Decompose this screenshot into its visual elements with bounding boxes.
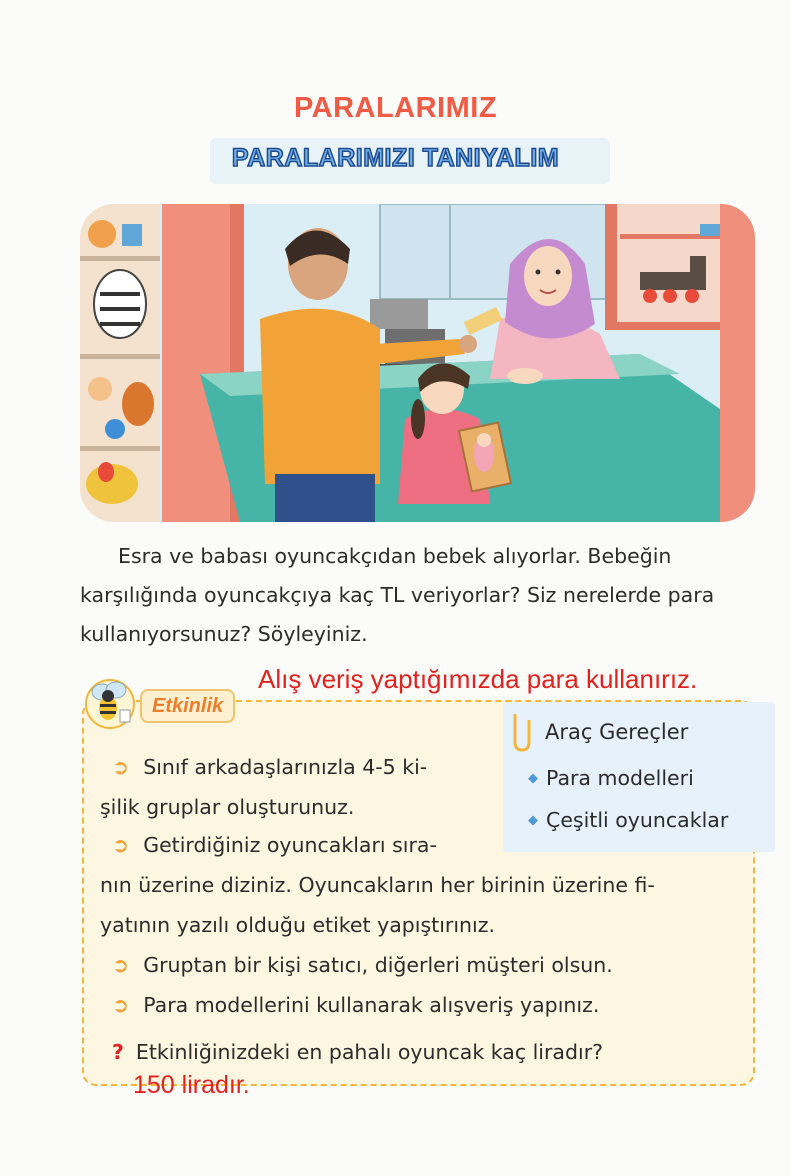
paperclip-icon (509, 710, 531, 754)
tool-item: ◆ Para modelleri (528, 766, 694, 790)
activity-step-continuation: şilik gruplar oluşturunuz. (100, 795, 355, 819)
diamond-bullet-icon: ◆ (528, 813, 538, 828)
bee-icon (80, 672, 140, 732)
page-title: PARALARIMIZ (293, 92, 498, 124)
tools-title: Araç Gereçler (545, 720, 689, 744)
arrow-bullet-icon: ➲ (112, 833, 130, 857)
activity-step-continuation: yatının yazılı olduğu etiket yapıştırınız. (100, 913, 496, 937)
intro-paragraph: Esra ve babası oyuncakçıdan bebek alıyorlar. Bebeğin karşılığında oyuncakçıya kaç TL veriyorlar? Siz nerelerde para kullanıyorsunuz? Söyleyiniz. (80, 544, 715, 646)
toy-shop-scene-icon (80, 204, 755, 522)
activity-step: ➲ Para modellerini kullanarak alışveriş yapınız. (112, 993, 600, 1017)
activity-question: ? Etkinliğinizdeki en pahalı oyuncak kaç liradır? (112, 1040, 604, 1064)
handwritten-answer-1: Alış veriş yaptığımızda para kullanırız. (258, 664, 698, 694)
question-mark-icon: ? (112, 1040, 124, 1064)
handwritten-answer-2: 150 liradır. (133, 1071, 250, 1099)
arrow-bullet-icon: ➲ (112, 755, 130, 779)
arrow-bullet-icon: ➲ (112, 953, 130, 977)
tool-item: ◆ Çeşitli oyuncaklar (528, 808, 729, 832)
arrow-bullet-icon: ➲ (112, 993, 130, 1017)
section-subtitle: PARALARIMIZI TANIYALIM (231, 144, 560, 172)
activity-label: Etkinlik (140, 689, 235, 723)
activity-step: ➲ Getirdiğiniz oyuncakları sıra- (112, 833, 437, 857)
activity-step: ➲ Gruptan bir kişi satıcı, diğerleri müşteri olsun. (112, 953, 613, 977)
activity-step: ➲ Sınıf arkadaşlarınızla 4-5 ki- (112, 755, 428, 779)
diamond-bullet-icon: ◆ (528, 771, 538, 786)
activity-step-continuation: nın üzerine diziniz. Oyuncakların her birinin üzerine fi- (100, 873, 655, 897)
toy-shop-illustration (80, 204, 755, 522)
